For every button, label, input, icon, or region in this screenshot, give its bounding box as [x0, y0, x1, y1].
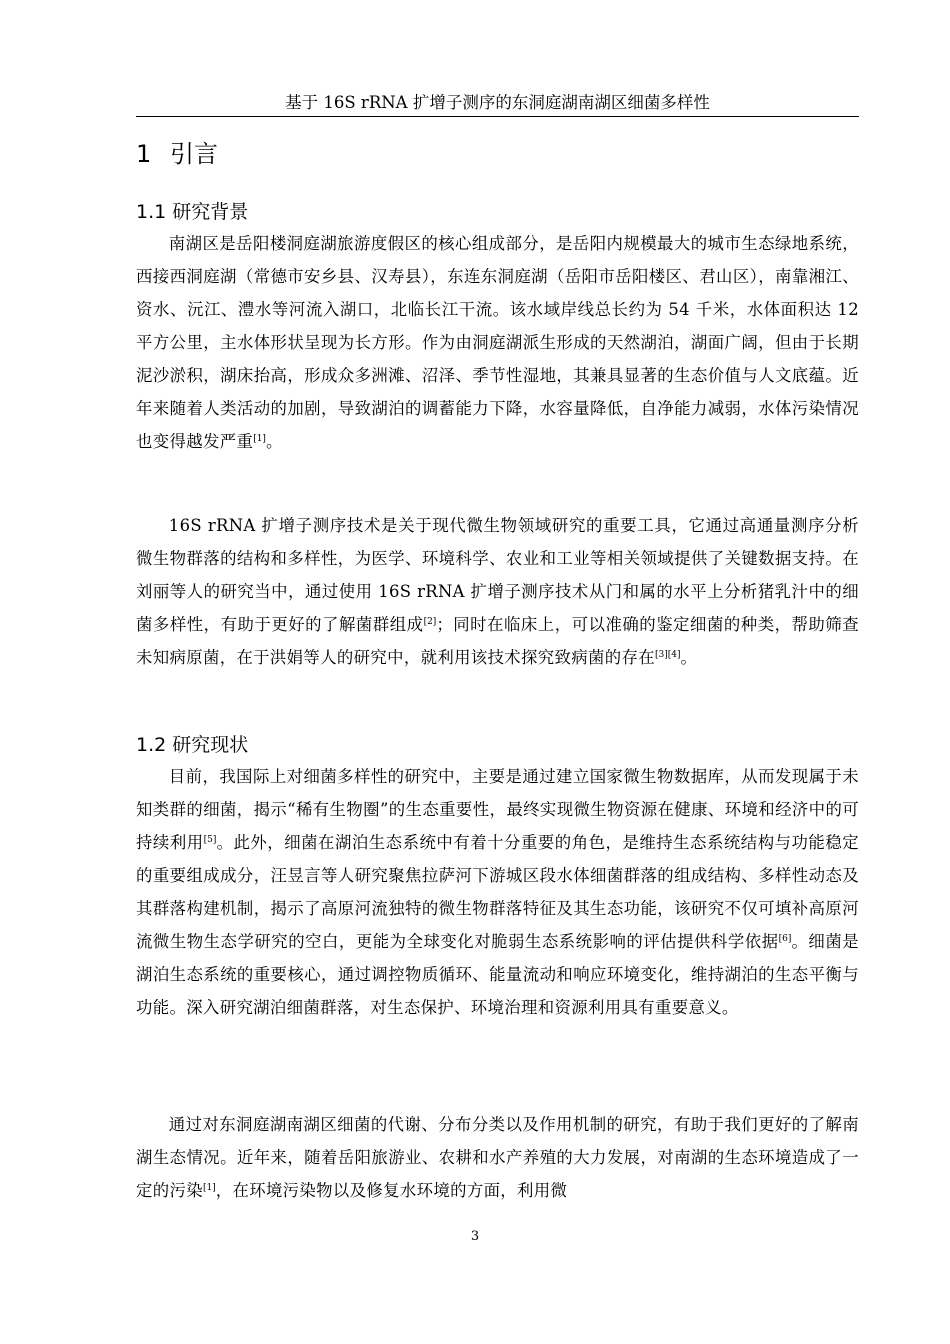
chapter-heading [136, 138, 218, 170]
paragraph-end: 。 [265, 432, 283, 451]
section-heading-background: 1.1 研究背景 [136, 201, 249, 223]
paragraph-text: 16S rRNA 扩增子测序技术是关于现代微生物领域研究的重要工具，它通过高通量测序分析微生物群落的结构和多样性，为医学、环境科学、农业和工业等相关领域提供了关键数据支持。在刘丽等人的研究当中，通过使用 16S rRNA 扩增子测序技术从门和属的水平上分析猪乳汁中的细菌多样性，有助于更好的了解菌群组成 [136, 516, 859, 634]
citation: [1] [253, 434, 266, 444]
paragraph-16s-technique [136, 509, 859, 674]
paragraph-text: 。此外，细菌在湖泊生态系统中有着十分重要的角色，是维持生态系统结构与功能稳定的重要组成成分，汪昱言等人研究聚焦拉萨河下游城区段水体细菌群落的组成结构、多样性动态及其群落构建机制，揭示了高原河流独特的微生物群落特征及其生态功能，该研究不仅可填补高原河流微生物生态学研究的空白，更能为全球变化对脆弱生态系统影响的评估提供科学依据 [136, 833, 859, 951]
page-number: 3 [470, 1229, 480, 1244]
paragraph-south-lake [136, 1108, 859, 1207]
paragraph-text: ；同时在临床上，可以准确的鉴定细菌的种类，帮助筛查未知病原菌，在于洪娟等人的研究中，就利用该技术探究致病菌的存在 [136, 615, 860, 667]
paragraph-end: 。 [680, 648, 698, 667]
citation: [1] [202, 1183, 216, 1193]
citation: [5] [203, 835, 217, 845]
citation: [6] [778, 934, 792, 944]
citation: [2] [423, 617, 437, 627]
paragraph-research-status [136, 760, 859, 1024]
paragraph-text: 通过对东洞庭湖南湖区细菌的代谢、分布分类以及作用机制的研究，有助于我们更好的了解南湖生态情况。近年来，随着岳阳旅游业、农耕和水产养殖的大力发展，对南湖的生态环境造成了一定的污染 [136, 1115, 859, 1200]
chapter-title: 引言 [170, 140, 218, 168]
section-heading-status: 1.2 研究现状 [136, 734, 249, 756]
chapter-number: 1 [136, 140, 152, 168]
paragraph-text: 。细菌是湖泊生态系统的重要核心，通过调控物质循环、能量流动和响应环境变化，维持湖泊的生态平衡与功能。深入研究湖泊细菌群落，对生态保护、环境治理和资源利用具有重要意义。 [136, 932, 859, 1017]
citation: [3][4] [654, 650, 681, 660]
running-header: 基于 16S rRNA 扩增子测序的东洞庭湖南湖区细菌多样性 [136, 92, 859, 117]
paragraph-text: ，在环境污染物以及修复水环境的方面，利用微 [215, 1181, 568, 1200]
paragraph-text: 目前，我国际上对细菌多样性的研究中，主要是通过建立国家微生物数据库，从而发现属于未知类群的细菌，揭示“稀有生物圈”的生态重要性，最终实现微生物资源在健康、环境和经济中的可持续利用 [136, 767, 859, 852]
paragraph-background [136, 227, 859, 458]
paragraph-text: 南湖区是岳阳楼洞庭湖旅游度假区的核心组成部分，是岳阳内规模最大的城市生态绿地系统，西接西洞庭湖（常德市安乡县、汉寿县），东连东洞庭湖（岳阳市岳阳楼区、君山区），南靠湘江、资水、沅江、澧水等河流入湖口，北临长江干流。该水域岸线总长约为 54 千米，水体面积达 12 平方公里，主水体形状呈现为长方形。作为由洞庭湖派生形成的天然湖泊，湖面广阔，但由于长期泥沙淤积，湖床抬高，形成众多洲滩、沼泽、季节性湿地，其兼具显著的生态价值与人文底蕴。近年来随着人类活动的加剧，导致湖泊的调蓄能力下降，水容量降低，自净能力减弱，水体污染情况也变得越发严重 [136, 234, 859, 451]
